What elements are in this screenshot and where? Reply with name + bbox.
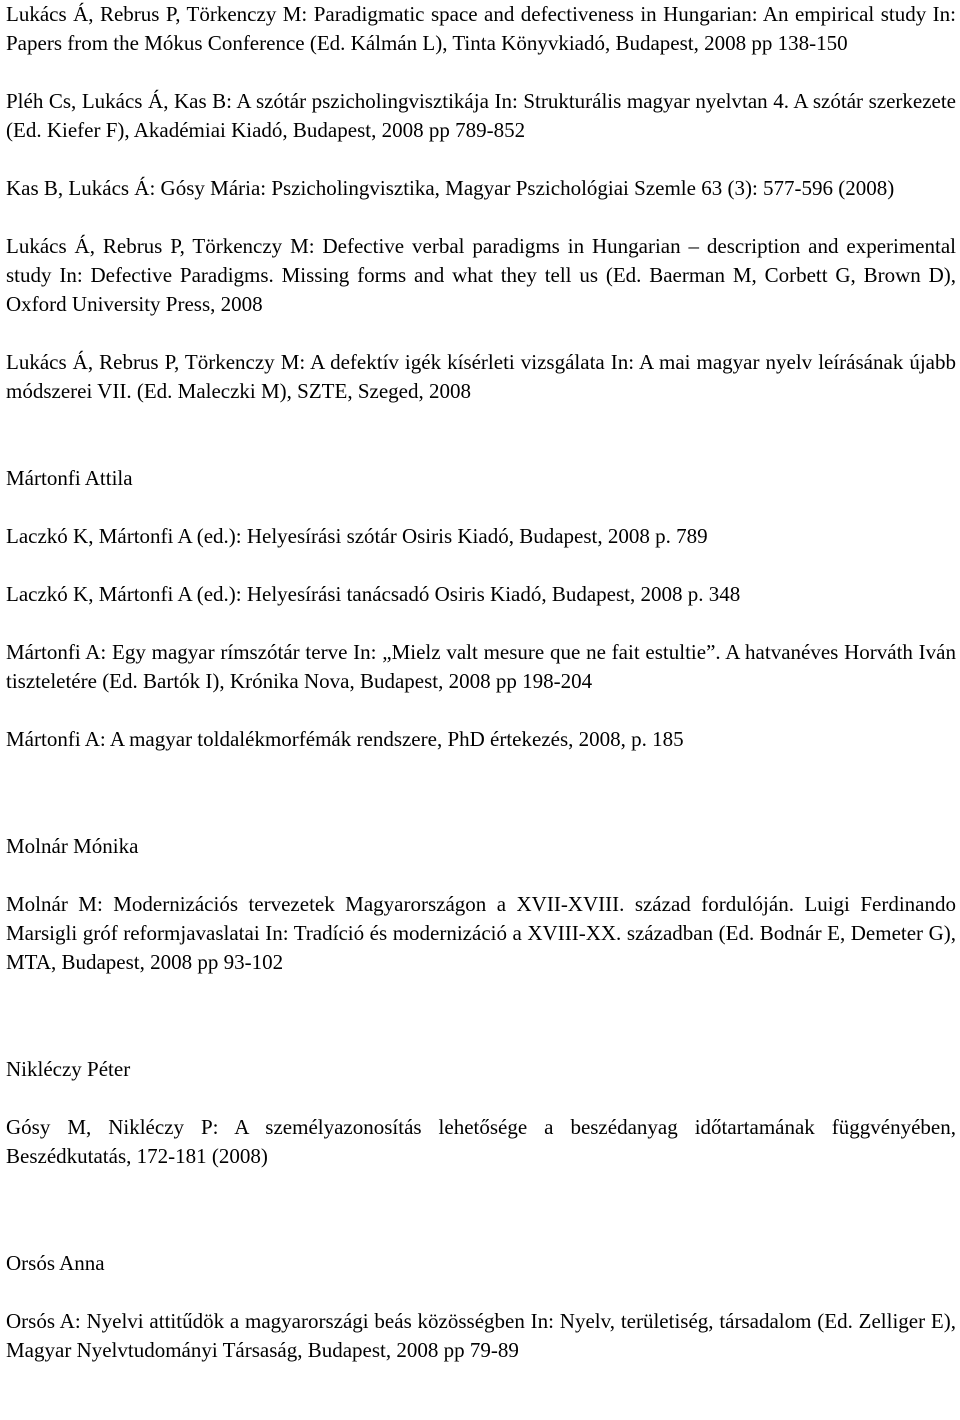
author-heading: Nikléczy Péter (6, 1057, 131, 1081)
bibliography-entry: Laczkó K, Mártonfi A (ed.): Helyesírási tanácsadó Osiris Kiadó, Budapest, 2008 p. 348 (6, 582, 741, 606)
bibliography-entry: Lukács Á, Rebrus P, Törkenczy M: Paradigmatic space and defectiveness in Hungarian: An empirical study In: Papers from the Mókus Conference (Ed. Kálmán L), Tinta Könyvkiadó, Budapest, 2008 pp 138-150 (6, 2, 956, 55)
bibliography-entry: Kas B, Lukács Á: Gósy Mária: Pszicholingvisztika, Magyar Pszichológiai Szemle 63 (3): 577-596 (2008) (6, 176, 895, 200)
bibliography-entry: Gósy M, Nikléczy P: A személyazonosítás lehetősége a beszédanyag időtartamának függvényében, Beszédkutatás, 172-181 (2008) (6, 1115, 956, 1168)
author-heading: Mártonfi Attila (6, 466, 133, 490)
bibliography-entry: Lukács Á, Rebrus P, Törkenczy M: Defective verbal paradigms in Hungarian – description and experimental study In: Defective Paradigms. Missing forms and what they tell us (Ed. Baerman M, Corbett G, Brown D), Oxford University Press, 2008 (6, 234, 956, 316)
author-heading: Orsós Anna (6, 1251, 105, 1275)
bibliography-entry: Mártonfi A: Egy magyar rímszótár terve In: „Mielz valt mesure que ne fait estultie”. A hatvanéves Horváth Iván tiszteletére (Ed. Bartók I), Krónika Nova, Budapest, 2008 pp 198-204 (6, 640, 956, 693)
bibliography-entry: Mártonfi A: A magyar toldalékmorfémák rendszere, PhD értekezés, 2008, p. 185 (6, 727, 684, 751)
author-heading: Molnár Mónika (6, 834, 139, 858)
bibliography-entry: Orsós A: Nyelvi attitűdök a magyarországi beás közösségben In: Nyelv, területiség, társadalom (Ed. Zelliger E), Magyar Nyelvtudományi Társaság, Budapest, 2008 pp 79-89 (6, 1309, 956, 1362)
bibliography-entry: Laczkó K, Mártonfi A (ed.): Helyesírási szótár Osiris Kiadó, Budapest, 2008 p. 789 (6, 524, 708, 548)
bibliography-entry: Pléh Cs, Lukács Á, Kas B: A szótár pszicholingvisztikája In: Strukturális magyar nyelvtan 4. A szótár szerkezete (Ed. Kiefer F), Akadémiai Kiadó, Budapest, 2008 pp 789-852 (6, 89, 956, 142)
bibliography-entry: Lukács Á, Rebrus P, Törkenczy M: A defektív igék kísérleti vizsgálata In: A mai magyar nyelv leírásának újabb módszerei VII. (Ed. Maleczki M), SZTE, Szeged, 2008 (6, 350, 956, 403)
publication-list (6, 0, 956, 1365)
bibliography-entry: Molnár M: Modernizációs tervezetek Magyarországon a XVII-XVIII. század fordulóján. Luigi Ferdinando Marsigli gróf reformjavaslatai In: Tradíció és modernizáció a XVIII-XX. században (Ed. Bodnár E, Demeter G), MTA, Budapest, 2008 pp 93-102 (6, 892, 956, 974)
